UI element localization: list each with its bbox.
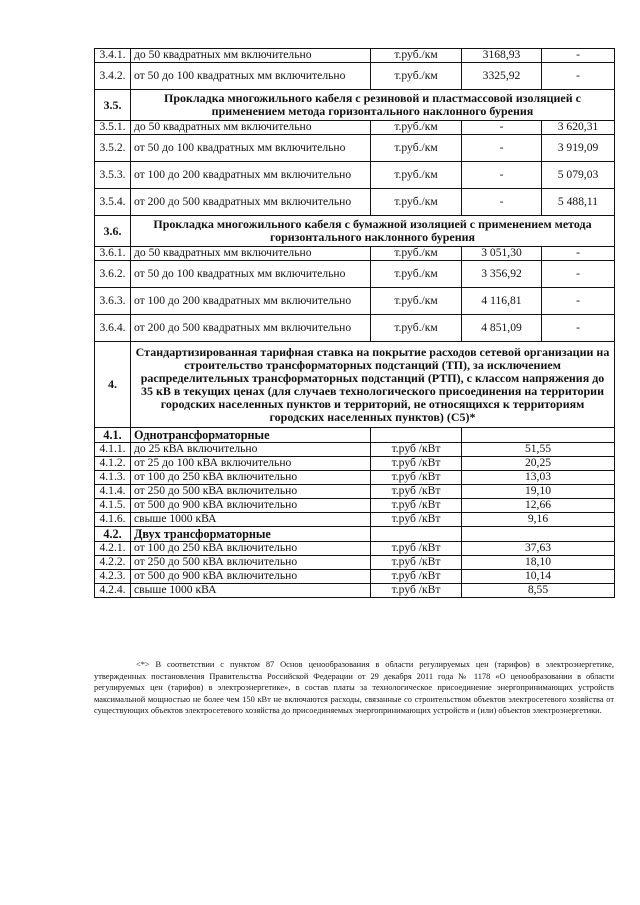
row-value-2: - [542, 315, 615, 342]
section-number: 4. [95, 342, 131, 428]
row-unit: т.руб /кВт [371, 542, 462, 556]
row-unit: т.руб /кВт [371, 471, 462, 485]
row-value: 19,10 [462, 485, 615, 499]
section-number: 3.5. [95, 90, 131, 121]
table-row [95, 63, 615, 90]
table-row [95, 261, 615, 288]
row-number: 4.1.4. [95, 485, 131, 499]
row-unit: т.руб./км [371, 49, 462, 63]
row-description: от 100 до 200 квадратных мм включительно [131, 162, 371, 189]
empty-cell [462, 428, 615, 443]
row-value-1: - [462, 189, 542, 216]
empty-cell [371, 527, 462, 542]
row-number: 4.2.3. [95, 570, 131, 584]
row-unit: т.руб./км [371, 162, 462, 189]
row-number: 4.1.3. [95, 471, 131, 485]
row-unit: т.руб./км [371, 135, 462, 162]
table-row [95, 499, 615, 513]
row-unit: т.руб./км [371, 288, 462, 315]
table-row [95, 457, 615, 471]
row-description: от 500 до 900 кВА включительно [131, 499, 371, 513]
row-value: 20,25 [462, 457, 615, 471]
row-unit: т.руб /кВт [371, 485, 462, 499]
row-description: от 50 до 100 квадратных мм включительно [131, 63, 371, 90]
table-row [95, 49, 615, 63]
row-value: 37,63 [462, 542, 615, 556]
table-row [95, 471, 615, 485]
row-unit: т.руб /кВт [371, 556, 462, 570]
row-description: от 250 до 500 кВА включительно [131, 556, 371, 570]
row-description: свыше 1000 кВА [131, 584, 371, 598]
row-value-1: - [462, 162, 542, 189]
row-unit: т.руб./км [371, 189, 462, 216]
table-row [95, 216, 615, 247]
section-title: Стандартизированная тарифная ставка на покрытие расходов сетевой организации на строительство трансформаторных подстанций (ТП), за исключением распределительных трансформаторных подстанций (РТП), с классом напряжения до 35 кВ в текущих ценах (для случаев технологического присоединения на территории городских населенных пунктов и территорий, не относящихся к территориям городских населенных пунктов) (С5)* [131, 342, 615, 428]
table-row [95, 584, 615, 598]
row-number: 3.6.3. [95, 288, 131, 315]
row-description: от 100 до 200 квадратных мм включительно [131, 288, 371, 315]
table-row [95, 527, 615, 542]
row-number: 3.5.3. [95, 162, 131, 189]
empty-cell [462, 527, 615, 542]
row-number: 3.6.1. [95, 247, 131, 261]
empty-cell [371, 428, 462, 443]
tariff-table-body [95, 49, 615, 598]
row-unit: т.руб /кВт [371, 570, 462, 584]
table-row [95, 542, 615, 556]
table-row [95, 570, 615, 584]
row-value: 18,10 [462, 556, 615, 570]
footnote-text: <*> В соответствии с пунктом 87 Основ ценообразования в области регулируемых цен (тарифов) в электроэнергетике, утвержденных постановления Правительства Российской Федерации от 29 декабря 2011 года № 1178 «О ценообразовании в области регулируемых цен (тарифов) в электроэнергетике», в состав платы за технологическое присоединение энергопринимающих устройств максимальной мощностью не более чем 150 кВт не включаются расходы, связанные со строительством объектов электросетевого хозяйства от существующих объектов электросетевого хозяйства до присоединяемых энергопринимающих устройств и (или) объектов электроэнергетики. [94, 660, 614, 716]
footnote [94, 659, 614, 717]
row-value-2: - [542, 261, 615, 288]
row-description: от 250 до 500 кВА включительно [131, 485, 371, 499]
row-number: 4.1.6. [95, 513, 131, 527]
row-description: до 50 квадратных мм включительно [131, 247, 371, 261]
row-value-1: 4 116,81 [462, 288, 542, 315]
table-row [95, 121, 615, 135]
row-value-2: - [542, 49, 615, 63]
row-value: 51,55 [462, 443, 615, 457]
row-value-1: 3168,93 [462, 49, 542, 63]
row-number: 3.4.2. [95, 63, 131, 90]
table-row [95, 428, 615, 443]
row-unit: т.руб./км [371, 315, 462, 342]
row-description: от 50 до 100 квадратных мм включительно [131, 261, 371, 288]
row-description: от 500 до 900 кВА включительно [131, 570, 371, 584]
row-number: 4.2.4. [95, 584, 131, 598]
table-row [95, 513, 615, 527]
subsection-title: Двух трансформаторные [131, 527, 371, 542]
row-unit: т.руб /кВт [371, 584, 462, 598]
table-row [95, 90, 615, 121]
row-value-1: 4 851,09 [462, 315, 542, 342]
row-description: от 200 до 500 квадратных мм включительно [131, 315, 371, 342]
row-number: 3.6.2. [95, 261, 131, 288]
subsection-title: Однотрансформаторные [131, 428, 371, 443]
row-value: 9,16 [462, 513, 615, 527]
subsection-number: 4.2. [95, 527, 131, 542]
row-number: 3.5.4. [95, 189, 131, 216]
row-number: 3.4.1. [95, 49, 131, 63]
tariff-document [94, 48, 614, 598]
row-number: 3.5.1. [95, 121, 131, 135]
table-row [95, 315, 615, 342]
row-description: от 50 до 100 квадратных мм включительно [131, 135, 371, 162]
section-title: Прокладка многожильного кабеля с бумажной изоляцией с применением метода горизонтального наклонного бурения [131, 216, 615, 247]
row-number: 3.6.4. [95, 315, 131, 342]
row-value: 10,14 [462, 570, 615, 584]
row-description: от 200 до 500 квадратных мм включительно [131, 189, 371, 216]
row-number: 4.1.2. [95, 457, 131, 471]
table-row [95, 135, 615, 162]
row-unit: т.руб./км [371, 121, 462, 135]
row-description: от 25 до 100 кВА включительно [131, 457, 371, 471]
table-row [95, 556, 615, 570]
row-unit: т.руб /кВт [371, 513, 462, 527]
row-number: 4.1.5. [95, 499, 131, 513]
tariff-table [94, 48, 615, 598]
row-description: до 50 квадратных мм включительно [131, 121, 371, 135]
row-value-2: - [542, 63, 615, 90]
row-description: свыше 1000 кВА [131, 513, 371, 527]
row-value-2: - [542, 247, 615, 261]
row-unit: т.руб /кВт [371, 443, 462, 457]
row-number: 4.2.1. [95, 542, 131, 556]
row-unit: т.руб./км [371, 63, 462, 90]
row-description: до 50 квадратных мм включительно [131, 49, 371, 63]
table-row [95, 162, 615, 189]
table-row [95, 288, 615, 315]
row-value: 8,55 [462, 584, 615, 598]
subsection-number: 4.1. [95, 428, 131, 443]
row-unit: т.руб /кВт [371, 499, 462, 513]
row-value-2: - [542, 288, 615, 315]
table-row [95, 443, 615, 457]
row-number: 3.5.2. [95, 135, 131, 162]
row-unit: т.руб./км [371, 261, 462, 288]
row-value-1: 3325,92 [462, 63, 542, 90]
row-value: 13,03 [462, 471, 615, 485]
row-value-1: - [462, 121, 542, 135]
table-row [95, 342, 615, 428]
row-value-2: 3 919,09 [542, 135, 615, 162]
row-value-1: 3 051,30 [462, 247, 542, 261]
row-description: от 100 до 250 кВА включительно [131, 542, 371, 556]
table-row [95, 247, 615, 261]
section-title: Прокладка многожильного кабеля с резиновой и пластмассовой изоляцией с применением метода горизонтального наклонного бурения [131, 90, 615, 121]
section-number: 3.6. [95, 216, 131, 247]
table-row [95, 485, 615, 499]
row-description: от 100 до 250 кВА включительно [131, 471, 371, 485]
row-value-1: 3 356,92 [462, 261, 542, 288]
table-row [95, 189, 615, 216]
row-value: 12,66 [462, 499, 615, 513]
row-unit: т.руб /кВт [371, 457, 462, 471]
row-value-2: 5 079,03 [542, 162, 615, 189]
row-description: до 25 кВА включительно [131, 443, 371, 457]
row-value-2: 5 488,11 [542, 189, 615, 216]
row-number: 4.2.2. [95, 556, 131, 570]
row-value-2: 3 620,31 [542, 121, 615, 135]
row-unit: т.руб./км [371, 247, 462, 261]
row-number: 4.1.1. [95, 443, 131, 457]
row-value-1: - [462, 135, 542, 162]
